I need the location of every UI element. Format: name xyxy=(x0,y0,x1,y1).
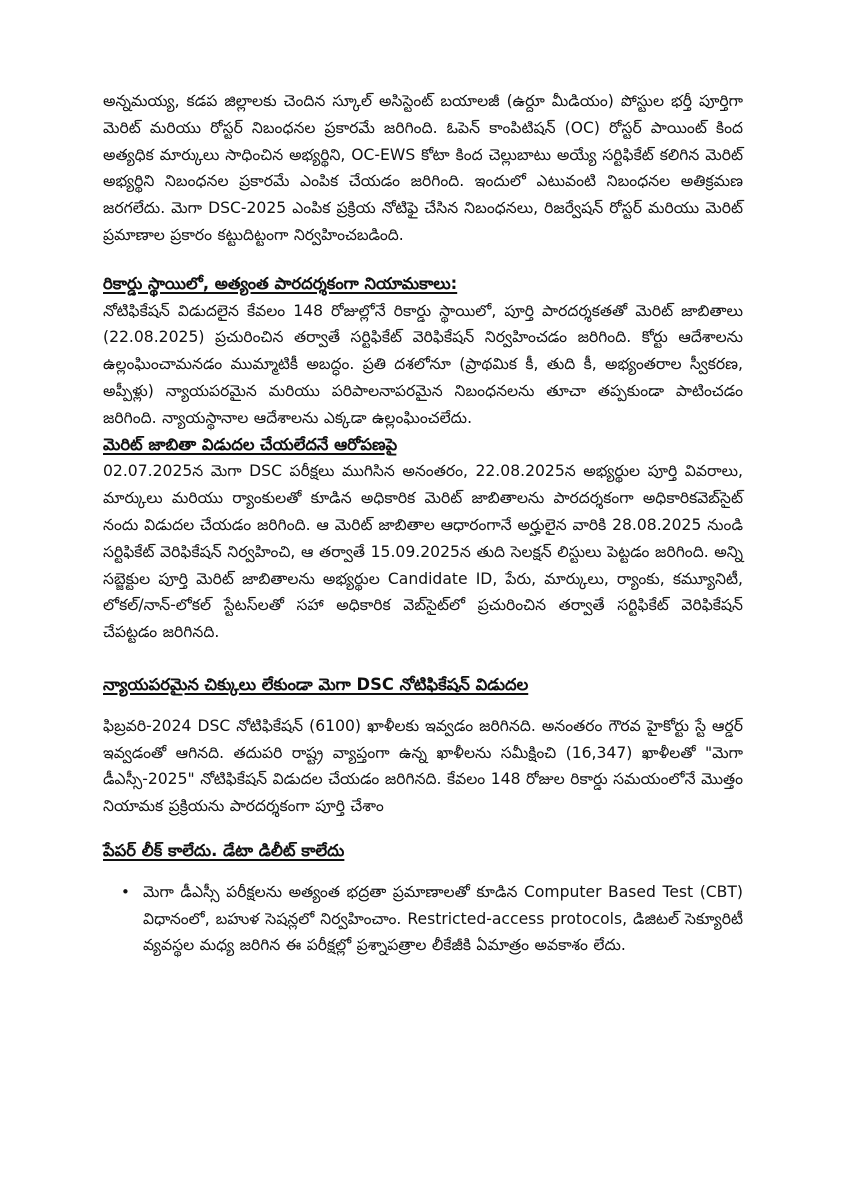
list-item-text: మెగా డీఎస్సీ పరీక్షలను అత్యంత భద్రతా ప్రమాణాలతో కూడిన Computer Based Test (CBT) విధానంలో, బహుళ సెషన్లలో నిర్వహించాం. Restricted-access protocols, డిజిటల్ సెక్యూరిటీ వ్యవస్థల మధ్య జరిగిన ఈ పరీక్షల్లో ప్రశ్నాపత్రాల లీకేజీకి ఏమాత్రం అవకాశం లేదు. xyxy=(143,882,743,955)
section-body-merit-list: 02.07.2025న మెగా DSC పరీక్షలు ముగిసిన అనంతరం, 22.08.2025న అభ్యర్థుల పూర్తి వివరాలు, మార్కులు మరియు ర్యాంకులతో కూడిన అధికారిక మెరిట్ జాబితాలను పారదర్శకంగా అధికారికవెబ్‌సైట్ నందు విడుదల చేయడం జరిగింది. ఆ మెరిట్ జాబితాల ఆధారంగానే అర్హులైన వారికి 28.08.2025 నుండి సర్టిఫికేట్ వెరిఫికేషన్ నిర్వహించి, ఆ తర్వాతే 15.09.2025న తుది సెలక్షన్ లిస్టులు పెట్టడం జరిగింది. అన్ని సబ్జెక్టుల పూర్తి మెరిట్ జాబితాలను అభ్యర్థుల Candidate ID, పేరు, మార్కులు, ర్యాంకు, కమ్యూనిటీ, లోకల్/నాన్-లోకల్ స్టేటస్‌లతో సహా అధికారిక వెబ్‌సైట్‌లో ప్రచురించిన తర్వాతే సర్టిఫికేట్ వెరిఫికేషన్ చేపట్టడం జరిగినది. xyxy=(103,462,743,642)
section-heading-record-recruitment: రికార్డు స్థాయిలో, అత్యంత పారదర్శకంగా నియామకాలు: xyxy=(103,273,458,293)
document-page xyxy=(103,88,743,959)
section-body-record-recruitment: నోటిఫికేషన్ విడుదలైన కేవలం 148 రోజుల్లోనే రికార్డు స్థాయిలో, పూర్తి పారదర్శకతతో మెరిట్ జాబితాలు (22.08.2025) ప్రచురించిన తర్వాతే సర్టిఫికేట్ వెరిఫికేషన్ నిర్వహించడం జరిగింది. కోర్టు ఆదేశాలను ఉల్లంఘించామనడం ముమ్మాటికీ అబద్ధం. ప్రతి దశలోనూ (ప్రాథమిక కీ, తుది కీ, అభ్యంతరాల స్వీకరణ, అప్పీళ్లు) న్యాయపరమైన మరియు పరిపాలనాపరమైన నిబంధనలను తూచా తప్పకుండా పాటించడం జరిగింది. న్యాయస్థానాల ఆదేశాలను ఎక్కడా ఉల్లంఘించలేదు. xyxy=(103,301,743,427)
spacer xyxy=(103,249,743,271)
list-item xyxy=(103,879,743,959)
spacer xyxy=(103,820,743,838)
spacer xyxy=(103,865,743,879)
bullet-icon: • xyxy=(121,882,130,901)
bullet-list xyxy=(103,879,743,959)
spacer xyxy=(103,646,743,672)
section-heading-paper-leak: పేపర్ లీక్ కాలేదు. డేటా డిలీట్ కాలేదు xyxy=(103,840,345,860)
section-body-notification: ఫిబ్రవరి-2024 DSC నోటిఫికేషన్ (6100) ఖాళీలకు ఇవ్వడం జరిగినది. అనంతరం గౌరవ హైకోర్టు స్టే ఆర్డర్ ఇవ్వడంతో ఆగినది. తదుపరి రాష్ట్ర వ్యాప్తంగా ఉన్న ఖాళీలను సమీక్షించి (16,347) ఖాళీలతో "మెగా డీఎస్సీ-2025" నోటిఫికేషన్ విడుదల చేయడం జరిగినది. కేవలం 148 రోజుల రికార్డు సమయంలోనే మొత్తం నియామక ప్రక్రియను పారదర్శకంగా పూర్తి చేశాం xyxy=(103,716,743,816)
section-heading-merit-list: మెరిట్ జాబితా విడుదల చేయలేదనే ఆరోపణపై xyxy=(103,434,398,454)
spacer xyxy=(103,699,743,713)
section-heading-notification: న్యాయపరమైన చిక్కులు లేకుండా మెగా DSC నోటిఫికేషన్ విడుదల xyxy=(103,674,529,694)
intro-paragraph: అన్నమయ్య, కడప జిల్లాలకు చెందిన స్కూల్ అసిస్టెంట్ బయాలజీ (ఉర్దూ మీడియం) పోస్టుల భర్తీ పూర్తిగా మెరిట్ మరియు రోస్టర్ నిబంధనల ప్రకారమే జరిగింది. ఓపెన్ కాంపిటిషన్ (OC) రోస్టర్ పాయింట్ కింద అత్యధిక మార్కులు సాధించిన అభ్యర్థిని, OC-EWS కోటా కింద చెల్లుబాటు అయ్యే సర్టిఫికేట్ కలిగిన మెరిట్ అభ్యర్థిని నిబంధనల ప్రకారమే ఎంపిక చేయడం జరిగింది. ఇందులో ఎటువంటి నిబంధనల అతిక్రమణ జరగలేదు. మెగా DSC-2025 ఎంపిక ప్రక్రియ నోటిఫై చేసిన నిబంధనలు, రిజర్వేషన్ రోస్టర్ మరియు మెరిట్ ప్రమాణాల ప్రకారం కట్టుదిట్టంగా నిర్వహించబడింది. xyxy=(103,92,743,244)
